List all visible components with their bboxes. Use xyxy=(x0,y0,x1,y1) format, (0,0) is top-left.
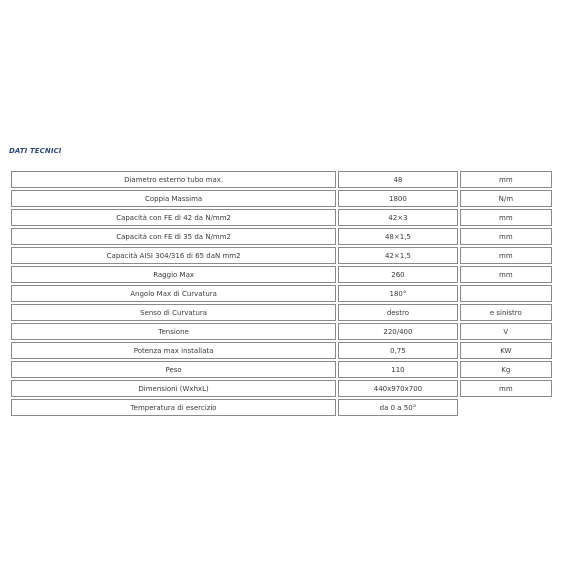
specs-table xyxy=(9,169,554,418)
spec-unit: mm xyxy=(460,228,552,245)
spec-unit: mm xyxy=(460,209,552,226)
table-row xyxy=(11,228,552,245)
spec-value: 1800 xyxy=(338,190,457,207)
table-row xyxy=(11,380,552,397)
spec-unit: V xyxy=(460,323,552,340)
spec-unit: mm xyxy=(460,247,552,264)
table-row xyxy=(11,399,552,416)
spec-label: Capacità con FE di 35 da N/mm2 xyxy=(11,228,336,245)
spec-label: Raggio Max xyxy=(11,266,336,283)
spec-label: Angolo Max di Curvatura xyxy=(11,285,336,302)
spec-value: 180° xyxy=(338,285,457,302)
table-row xyxy=(11,304,552,321)
table-row xyxy=(11,323,552,340)
spec-value: 42×3 xyxy=(338,209,457,226)
spec-value: destro xyxy=(338,304,457,321)
spec-value: 260 xyxy=(338,266,457,283)
spec-label: Diametro esterno tubo max. xyxy=(11,171,336,188)
spec-unit: Kg xyxy=(460,361,552,378)
spec-label: Senso di Curvatura xyxy=(11,304,336,321)
spec-label: Tensione xyxy=(11,323,336,340)
table-row xyxy=(11,209,552,226)
spec-label: Capacità con FE di 42 da N/mm2 xyxy=(11,209,336,226)
table-row xyxy=(11,285,552,302)
spec-unit: mm xyxy=(460,266,552,283)
table-row xyxy=(11,361,552,378)
table-row xyxy=(11,247,552,264)
spec-unit: N/m xyxy=(460,190,552,207)
spec-value: 48×1,5 xyxy=(338,228,457,245)
spec-value: 42×1,5 xyxy=(338,247,457,264)
spec-unit: mm xyxy=(460,171,552,188)
spec-label: Capacità AISI 304/316 di 65 daN mm2 xyxy=(11,247,336,264)
spec-label: Peso xyxy=(11,361,336,378)
spec-value: 220/400 xyxy=(338,323,457,340)
spec-value: 440x970x700 xyxy=(338,380,457,397)
spec-unit: KW xyxy=(460,342,552,359)
spec-label: Coppia Massima xyxy=(11,190,336,207)
spec-label: Potenza max installata xyxy=(11,342,336,359)
section-title: DATI TECNICI xyxy=(9,147,62,155)
spec-unit: mm xyxy=(460,380,552,397)
spec-value: 48 xyxy=(338,171,457,188)
spec-unit: e sinistro xyxy=(460,304,552,321)
table-row xyxy=(11,190,552,207)
table-row xyxy=(11,266,552,283)
spec-unit xyxy=(460,285,552,302)
spec-label: Temperatura di esercizio xyxy=(11,399,336,416)
table-row xyxy=(11,171,552,188)
spec-value: 0,75 xyxy=(338,342,457,359)
table-row xyxy=(11,342,552,359)
spec-value: da 0 a 50° xyxy=(338,399,457,416)
spec-value: 110 xyxy=(338,361,457,378)
spec-label: Dimensioni (WxhxL) xyxy=(11,380,336,397)
empty-cell xyxy=(460,399,552,416)
